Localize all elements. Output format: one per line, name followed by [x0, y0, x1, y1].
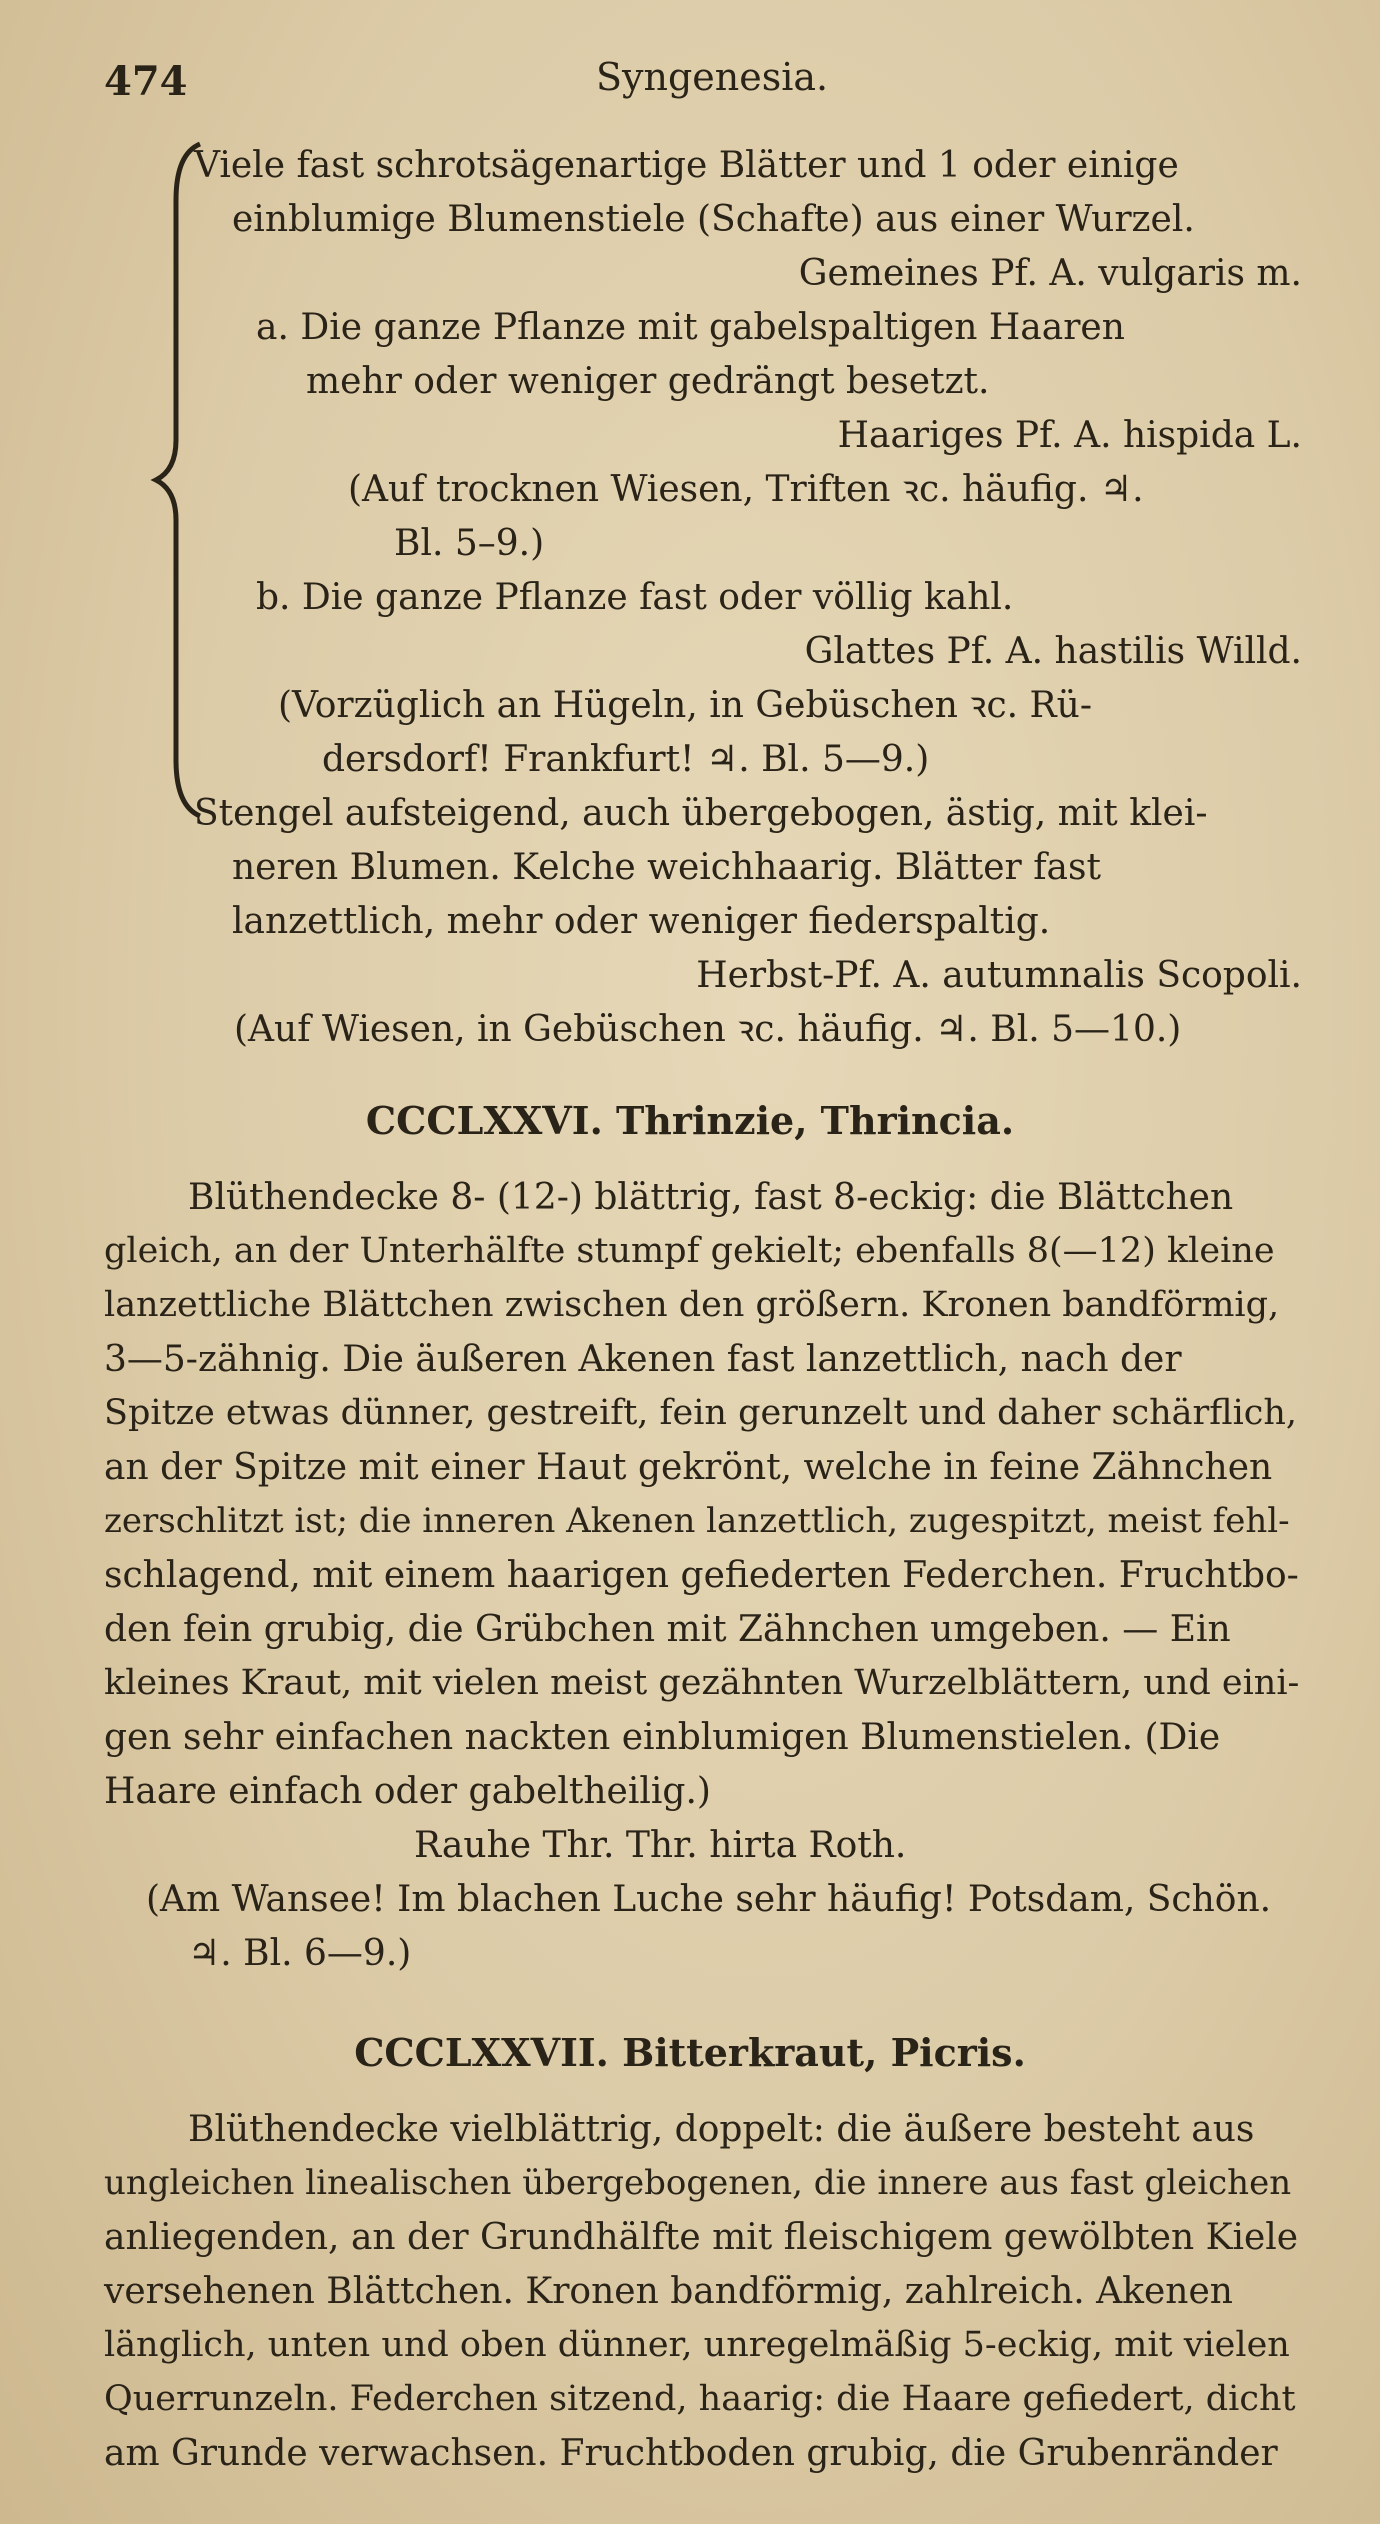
key-line: a. Die ganze Pflanze mit gabelspaltigen Haaren: [256, 307, 1125, 348]
text-line: den fein grubig, die Grübchen mit Zähnchen umgeben. — Ein: [104, 1609, 1231, 1650]
habitat-note: (Am Wansee! Im blachen Luche sehr häufig! Potsdam, Schön.: [146, 1879, 1272, 1920]
habitat-note: ♃. Bl. 6—9.): [188, 1933, 412, 1974]
text-line: schlagend, mit einem haarigen gefiederten Federchen. Fruchtbo-: [104, 1555, 1299, 1596]
running-title: Syngenesia.: [596, 55, 829, 99]
key-line: mehr oder weniger gedrängt besetzt.: [306, 361, 990, 402]
key-line: einblumige Blumenstiele (Schafte) aus einer Wurzel.: [232, 199, 1195, 240]
species-name: Rauhe Thr. Thr. hirta Roth.: [414, 1825, 907, 1866]
text-line: an der Spitze mit einer Haut gekrönt, welche in feine Zähnchen: [104, 1447, 1273, 1488]
text-line: länglich, unten und oben dünner, unregelmäßig 5-eckig, mit vielen: [104, 2325, 1290, 2365]
text-line: zerschlitzt ist; die inneren Akenen lanzettlich, zugespitzt, meist fehl-: [104, 1501, 1290, 1541]
habitat-note: dersdorf! Frankfurt! ♃. Bl. 5—9.): [322, 739, 930, 780]
species-name: Glattes Pf. A. hastilis Willd.: [804, 631, 1302, 672]
habitat-note: (Auf Wiesen, in Gebüschen ꝛc. häufig. ♃. Bl. 5—10.): [234, 1009, 1182, 1050]
text-line: versehenen Blättchen. Kronen bandförmig, zahlreich. Akenen: [104, 2271, 1233, 2312]
key-brace: [148, 140, 208, 820]
species-name: Haariges Pf. A. hispida L.: [837, 415, 1302, 456]
key-line: Stengel aufsteigend, auch übergebogen, ästig, mit klei-: [194, 793, 1208, 834]
genus-heading: CCCLXXVII. Bitterkraut, Picris.: [354, 2030, 1026, 2075]
key-line: Viele fast schrotsägenartige Blätter und 1 oder einige: [194, 145, 1179, 186]
species-name: Gemeines Pf. A. vulgaris m.: [798, 253, 1302, 294]
page-number: 474: [104, 58, 188, 105]
key-line: b. Die ganze Pflanze fast oder völlig kahl.: [256, 577, 1014, 618]
key-line: lanzettlich, mehr oder weniger fiederspaltig.: [232, 901, 1051, 942]
genus-heading: CCCLXXVI. Thrinzie, Thrincia.: [365, 1098, 1015, 1143]
habitat-note: (Auf trocknen Wiesen, Triften ꝛc. häufig. ♃.: [348, 469, 1144, 510]
habitat-note: Bl. 5–9.): [394, 523, 545, 564]
text-line: lanzettliche Blättchen zwischen den größern. Kronen bandförmig,: [104, 1285, 1280, 1325]
text-line: gleich, an der Unterhälfte stumpf gekielt; ebenfalls 8(—12) kleine: [104, 1231, 1275, 1271]
text-line: Haare einfach oder gabeltheilig.): [104, 1771, 711, 1812]
text-line: Blüthendecke 8- (12-) blättrig, fast 8-eckig: die Blättchen: [188, 1177, 1234, 1218]
text-line: 3—5-zähnig. Die äußeren Akenen fast lanzettlich, nach der: [104, 1339, 1182, 1380]
species-name: Herbst-Pf. A. autumnalis Scopoli.: [696, 955, 1302, 996]
text-line: gen sehr einfachen nackten einblumigen Blumenstielen. (Die: [104, 1717, 1221, 1758]
text-line: Blüthendecke vielblättrig, doppelt: die äußere besteht aus: [188, 2109, 1255, 2150]
text-line: ungleichen linealischen übergebogenen, die innere aus fast gleichen: [104, 2163, 1292, 2203]
text-line: kleines Kraut, mit vielen meist gezähnten Wurzelblättern, und eini-: [104, 1663, 1300, 1703]
text-line: Querrunzeln. Federchen sitzend, haarig: die Haare gefiedert, dicht: [104, 2379, 1296, 2419]
key-line: neren Blumen. Kelche weichhaarig. Blätter fast: [232, 847, 1101, 888]
habitat-note: (Vorzüglich an Hügeln, in Gebüschen ꝛc. Rü-: [278, 685, 1093, 726]
text-line: am Grunde verwachsen. Fruchtboden grubig, die Grubenränder: [104, 2433, 1278, 2474]
text-line: anliegenden, an der Grundhälfte mit fleischigem gewölbten Kiele: [104, 2217, 1299, 2258]
text-line: Spitze etwas dünner, gestreift, fein gerunzelt und daher schärflich,: [104, 1393, 1298, 1433]
